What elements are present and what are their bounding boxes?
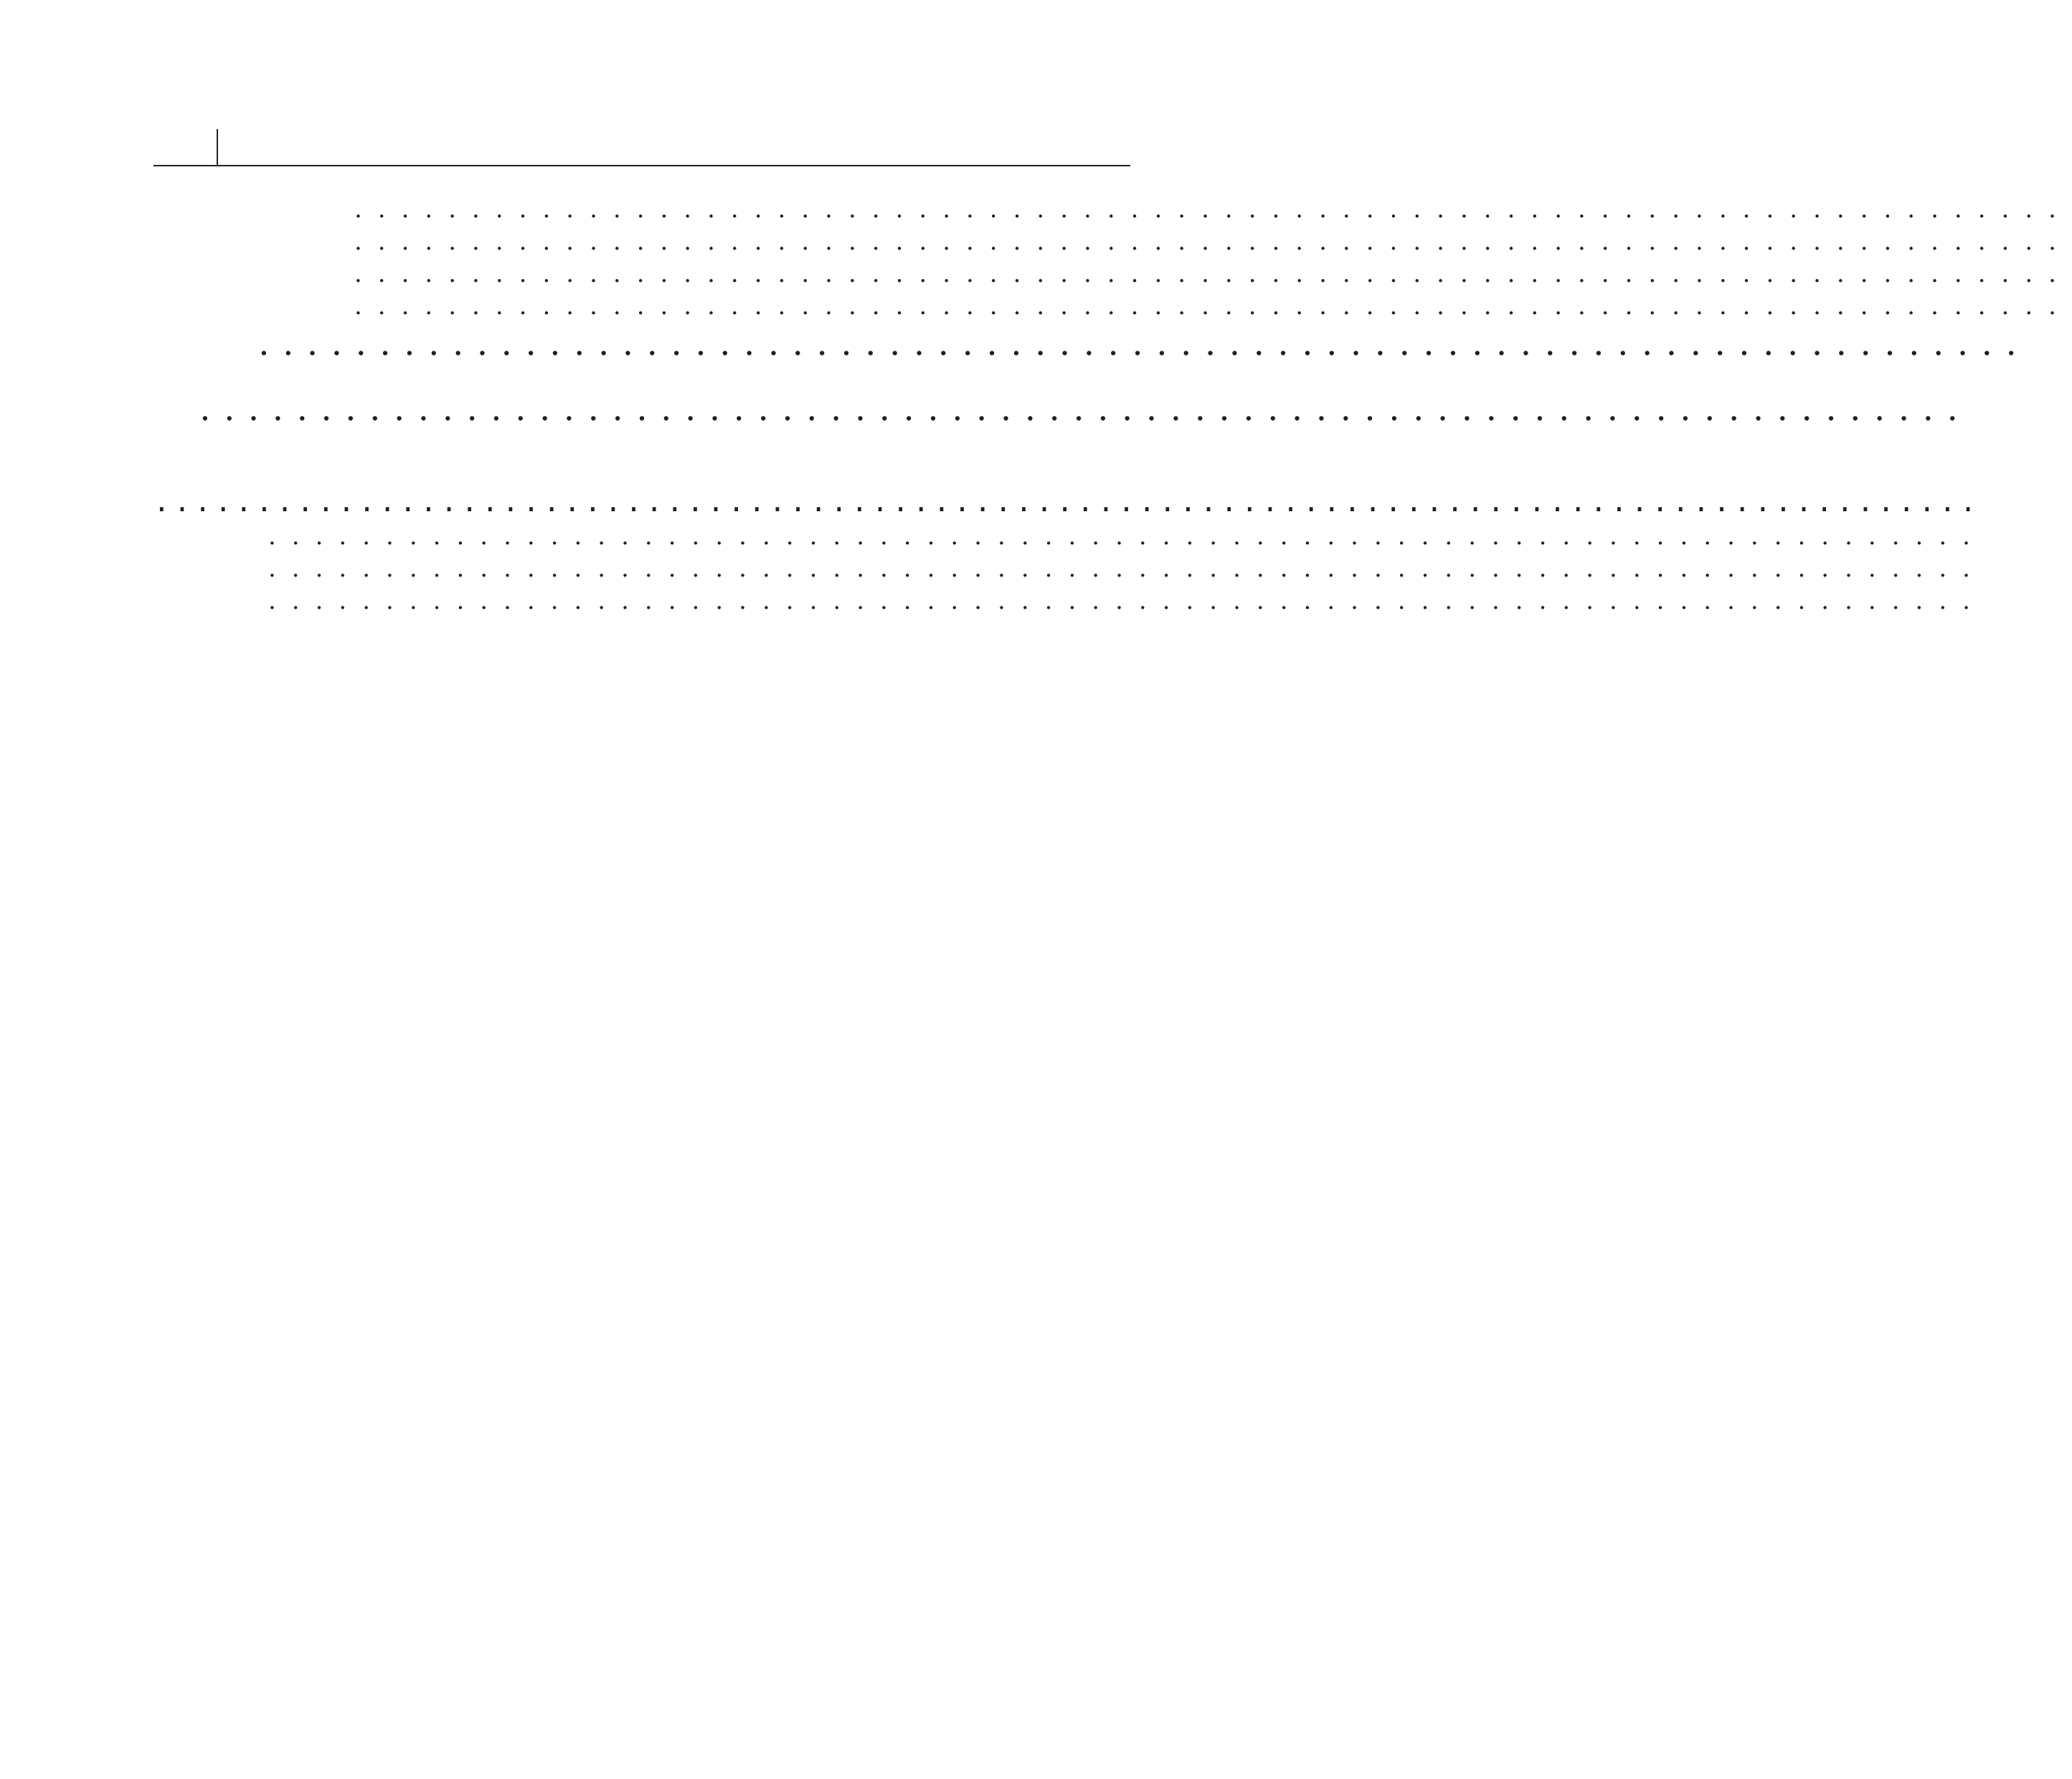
toc-appendix-item[interactable] [0, 585, 1986, 617]
toc-entry[interactable] [0, 258, 2072, 290]
leader-dots: ......................................................................................... [156, 480, 1984, 519]
leader-dots: ......................................................................... [268, 522, 1986, 551]
table-of-contents [0, 194, 2072, 617]
leader-dots: ......................................................................... [354, 227, 2072, 256]
toc-appendices-heading[interactable] [0, 479, 1984, 521]
leader-dots: ......................................................................... [201, 398, 1973, 427]
toc-appendix-item[interactable] [0, 553, 1986, 585]
toc-entry[interactable] [0, 194, 2072, 226]
leader-dots: ......................................................................... [268, 587, 1986, 615]
leader-dots: ......................................................................... [354, 195, 2072, 224]
leader-dots: ......................................................................... [354, 292, 2072, 321]
header-divider [217, 129, 218, 165]
leader-dots: ......................................................................... [268, 554, 1986, 583]
toc-section-entry[interactable] [0, 331, 2032, 364]
leader-dots: ......................................................................... [354, 260, 2072, 288]
toc-entry[interactable] [0, 290, 2072, 323]
toc-literature-entry[interactable] [0, 397, 1973, 429]
toc-appendix-item[interactable] [0, 521, 1986, 553]
leader-dots: ......................................................................... [260, 333, 2032, 361]
running-head [153, 129, 1130, 166]
toc-entry[interactable] [0, 226, 2072, 258]
